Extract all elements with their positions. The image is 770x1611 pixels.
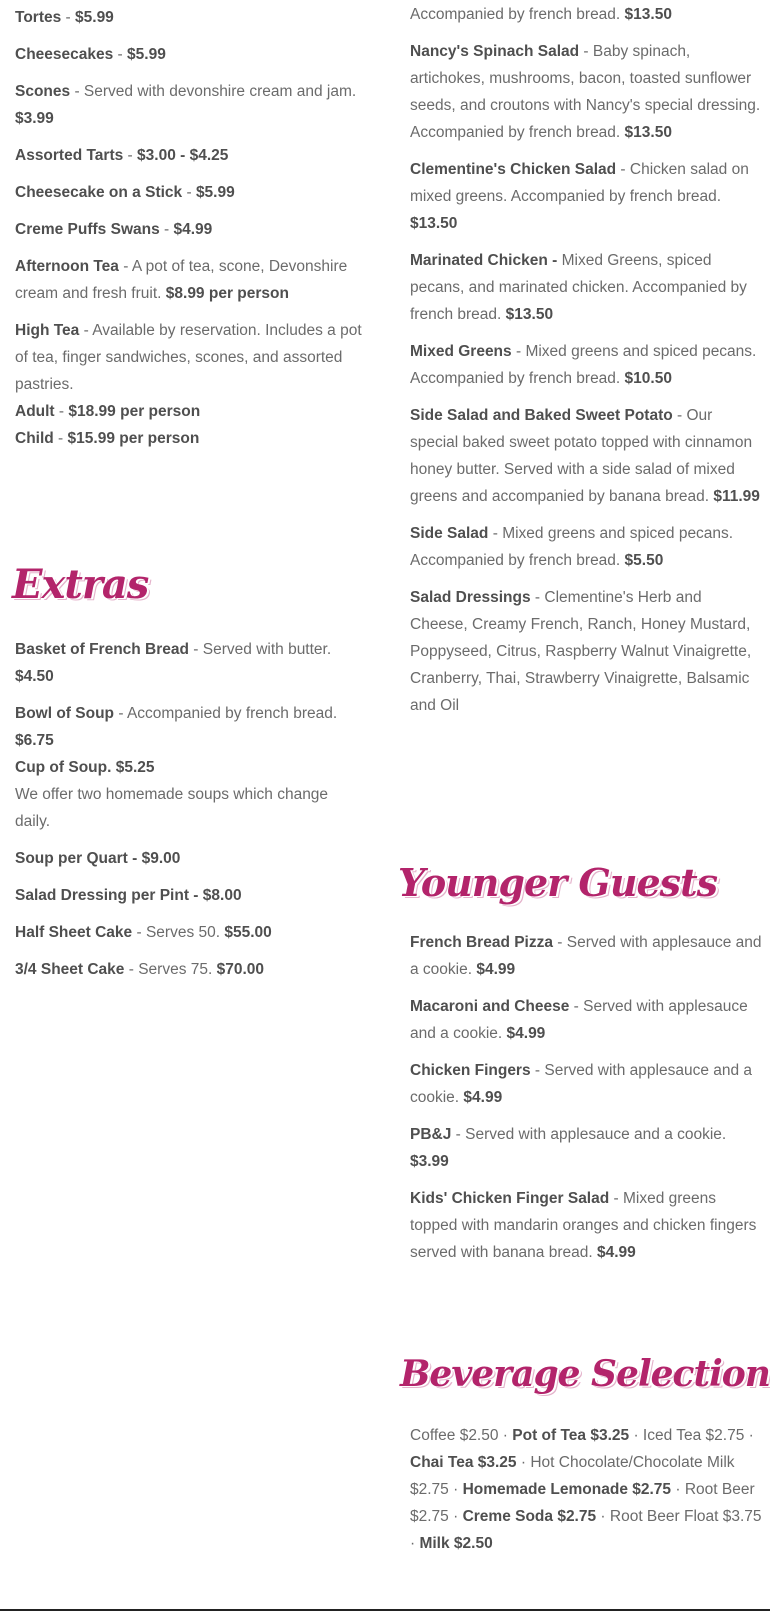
item-description: Mixed Greens, spiced pecans, and marinated chicken. Accompanied by french bread.	[410, 252, 747, 323]
kids-item: PB&J - Served with applesauce and a cookie. $3.99	[410, 1126, 727, 1170]
younger-guests-section	[410, 929, 762, 1276]
salad-item: Side Salad and Baked Sweet Potato - Our special baked sweet potato topped with cinnamon honey butter. Served with a side salad of mixed greens and accompanied by banana bread. $11.99	[410, 407, 760, 505]
salads-section	[410, 1, 762, 729]
item-price: $13.50	[624, 6, 672, 23]
item-price: $13.50	[624, 124, 672, 141]
beverage-text: · Iced Tea $2.75 ·	[629, 1427, 754, 1444]
salad-item: Mixed Greens - Mixed greens and spiced pecans. Accompanied by french bread. $10.50	[410, 343, 757, 387]
item-description: Served with applesauce and a cookie.	[410, 998, 748, 1042]
dessert-list	[15, 4, 363, 307]
item-price: $4.50	[15, 668, 54, 685]
dessert-item: Creme Puffs Swans - $4.99	[15, 221, 213, 238]
item-price: $5.99	[127, 46, 166, 63]
salad-list	[410, 38, 762, 719]
item-price: $55.00	[224, 924, 272, 941]
item-price: $13.50	[410, 215, 458, 232]
item-name: Salad Dressing per Pint	[15, 887, 189, 904]
item-price: $4.99	[596, 1244, 636, 1261]
kids-item: Chicken Fingers - Served with applesauce and a cookie. $4.99	[410, 1062, 753, 1106]
item-name: Bowl of Soup	[15, 705, 115, 722]
item-price: $3.99	[15, 110, 54, 127]
beverage-featured: Chai Tea $3.25	[410, 1454, 517, 1471]
menu-item-dressing-per-pint: Salad Dressing per Pint - $8.00	[15, 887, 242, 904]
dessert-item: Afternoon Tea - A pot of tea, scone, Devonshire cream and fresh fruit. $8.99 per person	[15, 258, 348, 302]
soup-note: We offer two homemade soups which change daily.	[15, 786, 329, 830]
item-description: Serves 50.	[145, 924, 225, 941]
high-tea-child: Child - $15.99 per person	[15, 430, 200, 447]
kids-item: French Bread Pizza - Served with applesauce and a cookie. $4.99	[410, 934, 762, 978]
item-name: Clementine's Chicken Salad	[410, 161, 617, 178]
item-price: $4.99	[506, 1025, 546, 1042]
item-price: $8.99 per person	[165, 285, 289, 302]
beverage-featured: Homemade Lemonade $2.75	[462, 1481, 672, 1498]
item-name: Cup of Soup. $5.25	[15, 759, 155, 776]
item-description: Mixed greens and spiced pecans. Accompanied by french bread.	[410, 343, 757, 387]
item-price: $70.00	[216, 961, 265, 978]
menu-item-three-quarter-sheet-cake: 3/4 Sheet Cake - Serves 75. $70.00	[15, 961, 265, 978]
section-heading-younger-guests: Younger Guests	[398, 860, 718, 905]
item-description: Mixed greens and spiced pecans. Accompanied by french bread.	[410, 525, 734, 569]
beverage-text: · Hot Chocolate/Chocolate Milk $2.75 ·	[410, 1454, 735, 1498]
beverage-text: Coffee $2.50 ·	[410, 1427, 513, 1444]
item-description: Mixed greens topped with mandarin oranges and chicken fingers served with banana bread.	[410, 1190, 757, 1261]
item-name: French Bread Pizza	[410, 934, 553, 951]
item-price: $9.00	[141, 850, 181, 867]
beverage-text: · Root Beer Float $3.75 ·	[410, 1508, 762, 1552]
item-name: Scones	[15, 83, 71, 100]
item-price: $8.00	[202, 887, 242, 904]
beverage-text: · Root Beer $2.75 ·	[410, 1481, 755, 1525]
item-description: Baby spinach, artichokes, mushrooms, bacon, toasted sunflower seeds, and croutons with Nancy's special dressing. Accompanied by french bread.	[410, 43, 761, 141]
section-heading-beverage-selection: Beverage Selection	[400, 1353, 770, 1395]
salad-item: Clementine's Chicken Salad - Chicken salad on mixed greens. Accompanied by french bread. $13.50	[410, 161, 749, 232]
beverage-featured: Creme Soda $2.75	[462, 1508, 597, 1525]
item-description: Clementine's Herb and Cheese, Creamy French, Ranch, Honey Mustard, Poppyseed, Citrus, Raspberry Walnut Vinaigrette, Cranberry, Thai, Strawberry Vinaigrette, Balsamic and Oil	[410, 589, 752, 714]
item-price: $18.99 per person	[68, 403, 201, 420]
item-name: Adult	[15, 403, 55, 420]
item-name: Cheesecake on a Stick	[15, 184, 183, 201]
dessert-item: Cheesecakes - $5.99	[15, 46, 166, 63]
menu-item-half-sheet-cake: Half Sheet Cake - Serves 50. $55.00	[15, 924, 272, 941]
item-name: Nancy's Spinach Salad	[410, 43, 580, 60]
item-price: $6.75	[15, 732, 54, 749]
menu-item-high-tea: High Tea - Available by reservation. Includes a pot of tea, finger sandwiches, scones, and assorted pastries.	[15, 322, 362, 393]
extras-section	[15, 636, 363, 993]
item-price: $13.50	[505, 306, 554, 323]
kids-list	[410, 929, 762, 1266]
item-name: Creme Puffs Swans	[15, 221, 160, 238]
dessert-item: Scones - Served with devonshire cream and jam. $3.99	[15, 83, 357, 127]
item-name: Marinated Chicken -	[410, 252, 558, 269]
item-price: $15.99 per person	[67, 430, 200, 447]
menu-item-french-bread: Basket of French Bread - Served with butter. $4.50	[15, 641, 332, 685]
item-name: Assorted Tarts	[15, 147, 124, 164]
item-name: Kids' Chicken Finger Salad	[410, 1190, 610, 1207]
item-price: $4.99	[173, 221, 213, 238]
item-name: Half Sheet Cake	[15, 924, 133, 941]
item-price: $10.50	[624, 370, 672, 387]
item-name: Soup per Quart	[15, 850, 128, 867]
item-name: Tortes	[15, 9, 62, 26]
item-name: PB&J	[410, 1126, 452, 1143]
beverage-featured: Pot of Tea $3.25	[512, 1427, 630, 1444]
menu-item-bowl-of-soup: Bowl of Soup - Accompanied by french bread. $6.75	[15, 705, 338, 749]
salad-item: Salad Dressings - Clementine's Herb and Cheese, Creamy French, Ranch, Honey Mustard, Poppyseed, Citrus, Raspberry Walnut Vinaigrette, Cranberry, Thai, Strawberry Vinaigrette, Balsamic and Oil	[410, 589, 752, 714]
item-name: 3/4 Sheet Cake	[15, 961, 125, 978]
item-name: Basket of French Bread	[15, 641, 189, 658]
item-description: Served with applesauce and a cookie.	[465, 1126, 727, 1143]
item-name: Mixed Greens	[410, 343, 512, 360]
item-name: Macaroni and Cheese	[410, 998, 570, 1015]
item-name: Side Salad and Baked Sweet Potato	[410, 407, 673, 424]
item-description: Available by reservation. Includes a pot of tea, finger sandwiches, scones, and assorted pastries.	[15, 322, 362, 393]
high-tea-adult: Adult - $18.99 per person	[15, 403, 201, 420]
salad-item	[410, 247, 762, 328]
item-description: Accompanied by french bread.	[126, 705, 338, 722]
item-name: Child	[15, 430, 54, 447]
kids-item: Kids' Chicken Finger Salad - Mixed greens topped with mandarin oranges and chicken fingers served with banana bread. $4.99	[410, 1190, 757, 1261]
salad-continued	[410, 1, 762, 28]
dessert-item: Cheesecake on a Stick - $5.99	[15, 184, 235, 201]
beverage-featured: Milk $2.50	[419, 1535, 493, 1552]
dessert-item: Assorted Tarts - $3.00 - $4.25	[15, 147, 229, 164]
menu-item-soup-per-quart: Soup per Quart - $9.00	[15, 850, 181, 867]
item-price: $3.99	[410, 1153, 449, 1170]
item-description: Chicken salad on mixed greens. Accompanied by french bread.	[410, 161, 749, 205]
item-name: Afternoon Tea	[15, 258, 119, 275]
menu-item-cup-of-soup	[15, 754, 363, 781]
item-price: $11.99	[713, 488, 760, 505]
item-price: $4.99	[476, 961, 516, 978]
item-price: $5.50	[624, 552, 664, 569]
item-description: Served with butter.	[202, 641, 332, 658]
item-name: Chicken Fingers	[410, 1062, 531, 1079]
item-name: Cheesecakes	[15, 46, 114, 63]
salad-item: Side Salad - Mixed greens and spiced pecans. Accompanied by french bread. $5.50	[410, 525, 734, 569]
salad-item: Nancy's Spinach Salad - Baby spinach, artichokes, mushrooms, bacon, toasted sunflower seeds, and croutons with Nancy's special dressing. Accompanied by french bread. $13.50	[410, 43, 761, 141]
beverage-list	[410, 1422, 762, 1557]
item-description: Served with devonshire cream and jam.	[83, 83, 357, 100]
section-heading-extras: Extras	[12, 561, 149, 608]
beverage-section	[410, 1422, 762, 1567]
item-description: Serves 75.	[138, 961, 217, 978]
item-name: Salad Dressings	[410, 589, 531, 606]
item-name: Side Salad	[410, 525, 489, 542]
dessert-item: Tortes - $5.99	[15, 9, 114, 26]
kids-item: Macaroni and Cheese - Served with applesauce and a cookie. $4.99	[410, 998, 748, 1042]
item-description: Served with applesauce and a cookie.	[410, 934, 762, 978]
item-name: High Tea	[15, 322, 80, 339]
left-column	[15, 4, 363, 462]
item-price: $4.99	[463, 1089, 503, 1106]
item-price: $5.99	[75, 9, 114, 26]
item-description: Accompanied by french bread.	[410, 6, 625, 23]
item-price: $5.99	[195, 184, 235, 201]
item-price: $3.00 - $4.25	[137, 147, 229, 164]
item-description: Our special baked sweet potato topped with cinnamon honey butter. Served with a side salad of mixed greens and accompanied by banana bread.	[410, 407, 753, 505]
item-description: A pot of tea, scone, Devonshire cream and fresh fruit.	[15, 258, 348, 302]
item-description: Served with applesauce and a cookie.	[410, 1062, 753, 1106]
